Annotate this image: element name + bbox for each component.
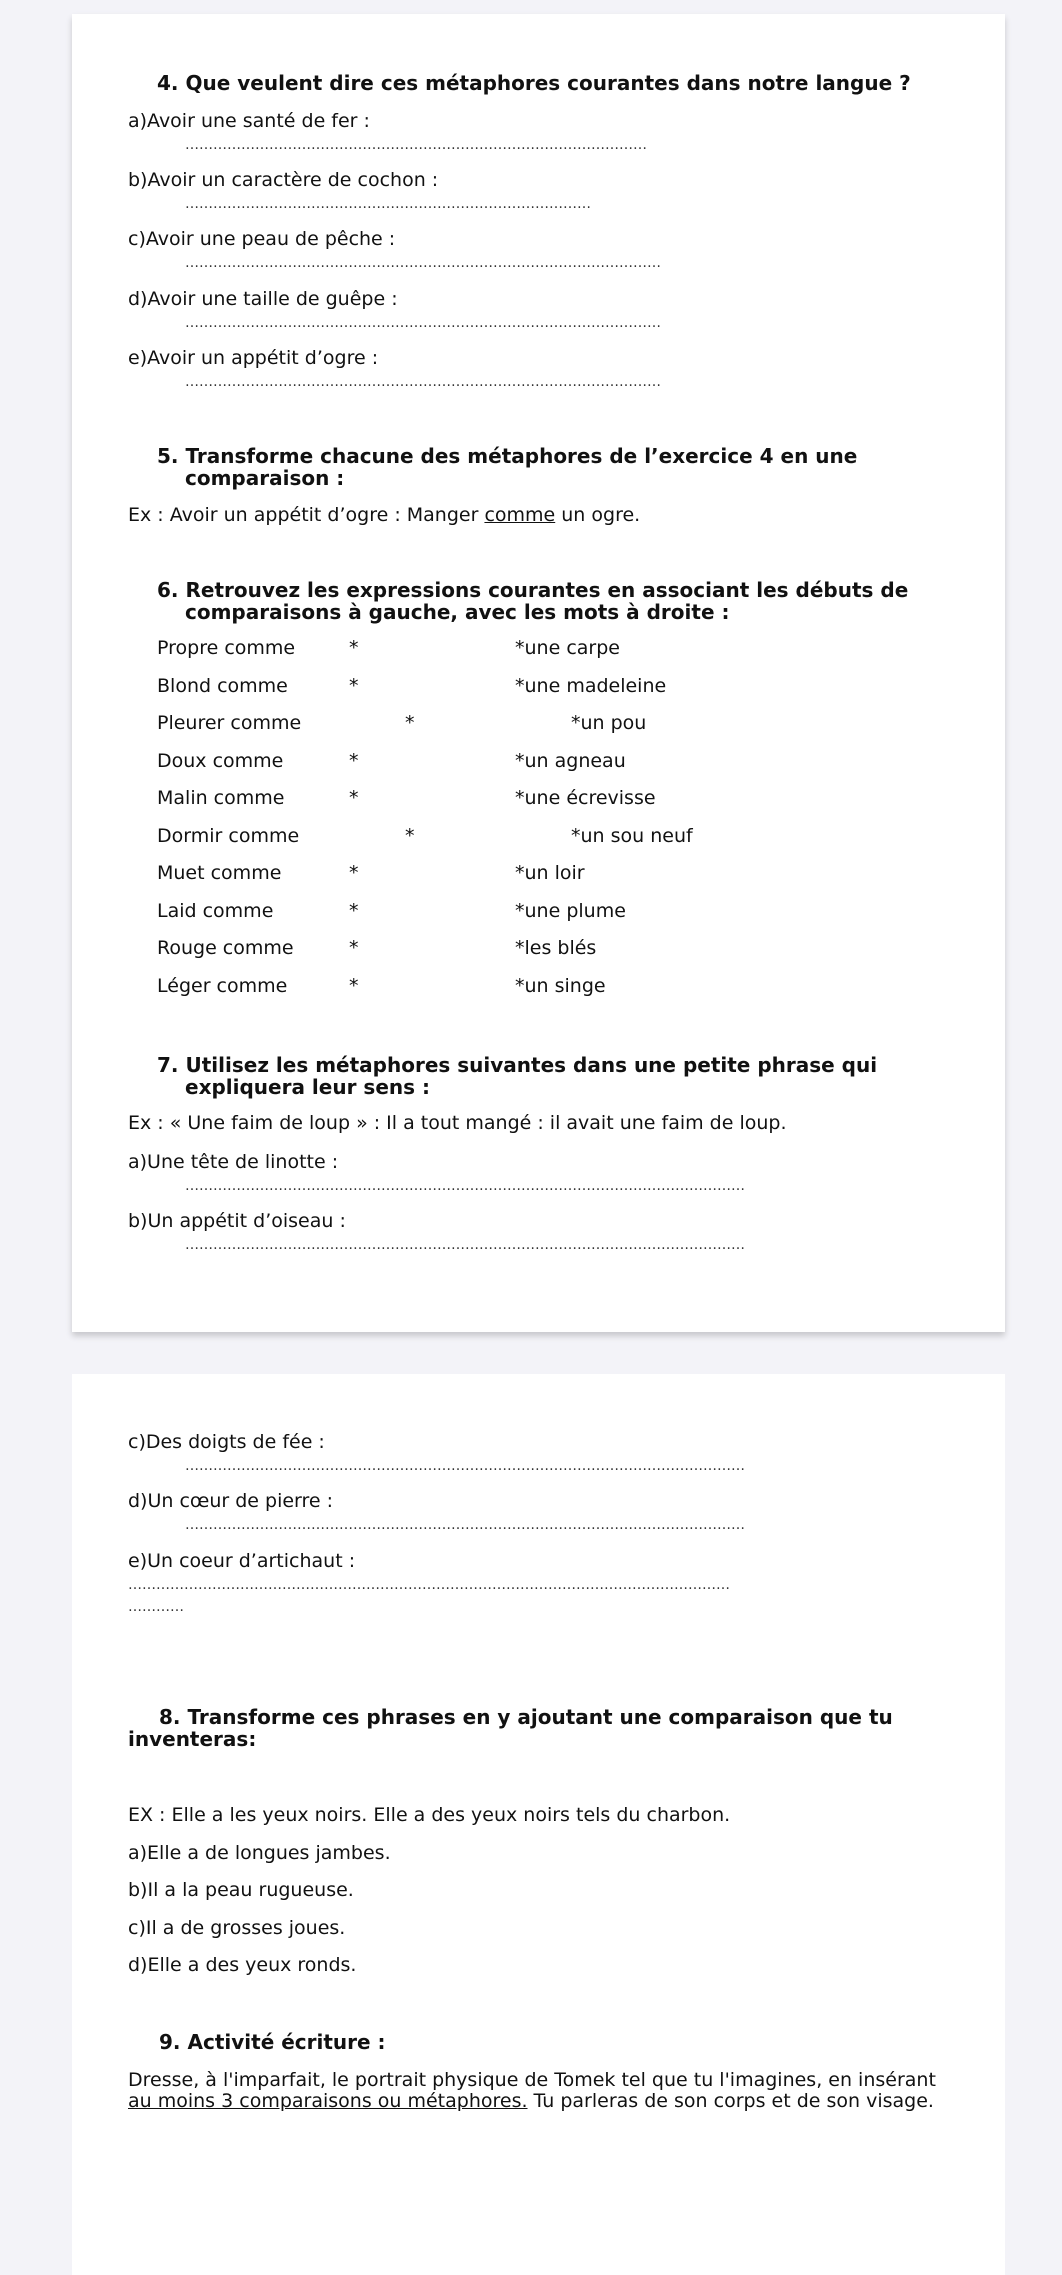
ex8-item-c: c)Il a de grosses joues. [128,1917,346,1939]
exercise-8-title-cont: inventeras: [128,1727,257,1751]
ex4-item-e-label: e)Avoir un appétit d’ogre : [128,347,379,369]
ex4-item-c-label: c)Avoir une peau de pêche : [128,228,396,250]
ex7-item-a-label: a)Une tête de linotte : [128,1151,339,1173]
ex4-item-d-answer-line[interactable]: ………………………………………………………………………………………… [185,316,661,330]
exercise-7-number: 7. [157,1053,179,1077]
exercise-7-title: Utilisez les métaphores suivantes dans une petite phrase qui [185,1053,878,1077]
ex9-text-end: Tu parleras de son corps et de son visage. [527,2090,934,2112]
match-left-star[interactable]: * [349,787,359,809]
match-left-item: Léger comme [157,975,288,997]
ex7-item-c-answer-line[interactable]: ………………………………………………………………………………………………………… [185,1459,745,1473]
ex7-item-c-label: c)Des doigts de fée : [128,1431,325,1453]
match-left-star[interactable]: * [349,937,359,959]
exercise-6-title-cont: comparaisons à gauche, avec les mots à droite : [185,600,730,624]
exercise-6-heading [157,579,908,601]
ex8-item-a: a)Elle a de longues jambes. [128,1842,391,1864]
exercise-9-title: Activité écriture : [187,2030,386,2054]
ex9-underlined: au moins 3 comparaisons ou métaphores. [128,2090,528,2112]
match-right-item[interactable]: *une madeleine [515,675,667,697]
match-right-item[interactable]: *une carpe [515,637,620,659]
ex5-example-text: Ex : Avoir un appétit d’ogre : Manger [128,504,485,526]
match-left-star[interactable]: * [349,637,359,659]
match-left-item: Rouge comme [157,937,294,959]
match-left-item: Blond comme [157,675,288,697]
ex5-example-underlined: comme [484,504,556,526]
match-left-star[interactable]: * [349,862,359,884]
exercise-5-example [128,504,640,526]
exercise-7-title-cont: expliquera leur sens : [185,1075,430,1099]
match-right-item[interactable]: *les blés [515,937,597,959]
match-left-item: Laid comme [157,900,274,922]
ex4-item-a-answer-line[interactable]: ……………………………………………………………………………………… [185,138,647,152]
ex7-item-b-answer-line[interactable]: ………………………………………………………………………………………………………… [185,1238,745,1252]
match-right-item[interactable]: *un loir [515,862,585,884]
exercise-4-title: Que veulent dire ces métaphores courantes dans notre langue ? [185,71,911,95]
match-left-star[interactable]: * [349,975,359,997]
match-left-star[interactable]: * [405,825,415,847]
ex7-item-a-answer-line[interactable]: ………………………………………………………………………………………………………… [185,1179,745,1193]
ex5-example-end: un ogre. [555,504,641,526]
match-right-item[interactable]: *une écrevisse [515,787,656,809]
ex7-item-b-label: b)Un appétit d’oiseau : [128,1210,346,1232]
exercise-5-title: Transforme chacune des métaphores de l’exercice 4 en une [185,444,858,468]
exercise-4-heading [157,72,911,94]
ex7-item-e-answer-line-2[interactable]: ………… [128,1600,184,1614]
match-right-item[interactable]: *un agneau [515,750,626,772]
match-right-item[interactable]: *un sou neuf [571,825,693,847]
match-left-item: Doux comme [157,750,284,772]
match-left-star[interactable]: * [349,900,359,922]
match-left-item: Pleurer comme [157,712,302,734]
ex7-item-e-label: e)Un coeur d’artichaut : [128,1550,356,1572]
match-right-item[interactable]: *un pou [571,712,647,734]
match-right-item[interactable]: *un singe [515,975,606,997]
exercise-9-text-line-2 [128,2090,934,2112]
match-left-item: Dormir comme [157,825,300,847]
match-left-item: Muet comme [157,862,282,884]
exercise-8-example: EX : Elle a les yeux noirs. Elle a des yeux noirs tels du charbon. [128,1804,731,1826]
ex4-item-e-answer-line[interactable]: ………………………………………………………………………………………… [185,375,661,389]
exercise-9-number: 9. [159,2030,181,2054]
ex7-item-d-answer-line[interactable]: ………………………………………………………………………………………………………… [185,1518,745,1532]
exercise-9-heading [159,2031,386,2053]
exercise-7-example: Ex : « Une faim de loup » : Il a tout mangé : il avait une faim de loup. [128,1112,787,1134]
exercise-8-heading [159,1706,893,1728]
ex4-item-a-label: a)Avoir une santé de fer : [128,110,370,132]
exercise-8-title: Transforme ces phrases en y ajoutant une comparaison que tu [187,1705,893,1729]
match-right-item[interactable]: *une plume [515,900,626,922]
match-left-item: Propre comme [157,637,296,659]
ex4-item-d-label: d)Avoir une taille de guêpe : [128,288,398,310]
match-left-item: Malin comme [157,787,285,809]
exercise-6-title: Retrouvez les expressions courantes en associant les débuts de [185,578,909,602]
ex4-item-c-answer-line[interactable]: ………………………………………………………………………………………… [185,256,661,270]
ex7-item-d-label: d)Un cœur de pierre : [128,1490,334,1512]
ex4-item-b-answer-line[interactable]: …………………………………………………………………………… [185,197,591,211]
ex7-item-e-answer-line[interactable]: ………………………………………………………………………………………………………………… [128,1578,730,1592]
ex4-item-b-label: b)Avoir un caractère de cochon : [128,169,439,191]
exercise-5-heading [157,445,857,467]
exercise-7-heading [157,1054,877,1076]
match-left-star[interactable]: * [349,750,359,772]
page-1 [72,14,1005,1332]
match-left-star[interactable]: * [405,712,415,734]
ex8-item-d: d)Elle a des yeux ronds. [128,1954,357,1976]
page-2 [72,1374,1005,2275]
exercise-8-number: 8. [159,1705,181,1729]
exercise-5-title-cont: comparaison : [185,466,345,490]
ex8-item-b: b)Il a la peau rugueuse. [128,1879,354,1901]
exercise-4-number: 4. [157,71,179,95]
exercise-6-number: 6. [157,578,179,602]
exercise-9-text-line-1: Dresse, à l'imparfait, le portrait physique de Tomek tel que tu l'imagines, en insérant [128,2069,936,2091]
exercise-5-number: 5. [157,444,179,468]
match-left-star[interactable]: * [349,675,359,697]
